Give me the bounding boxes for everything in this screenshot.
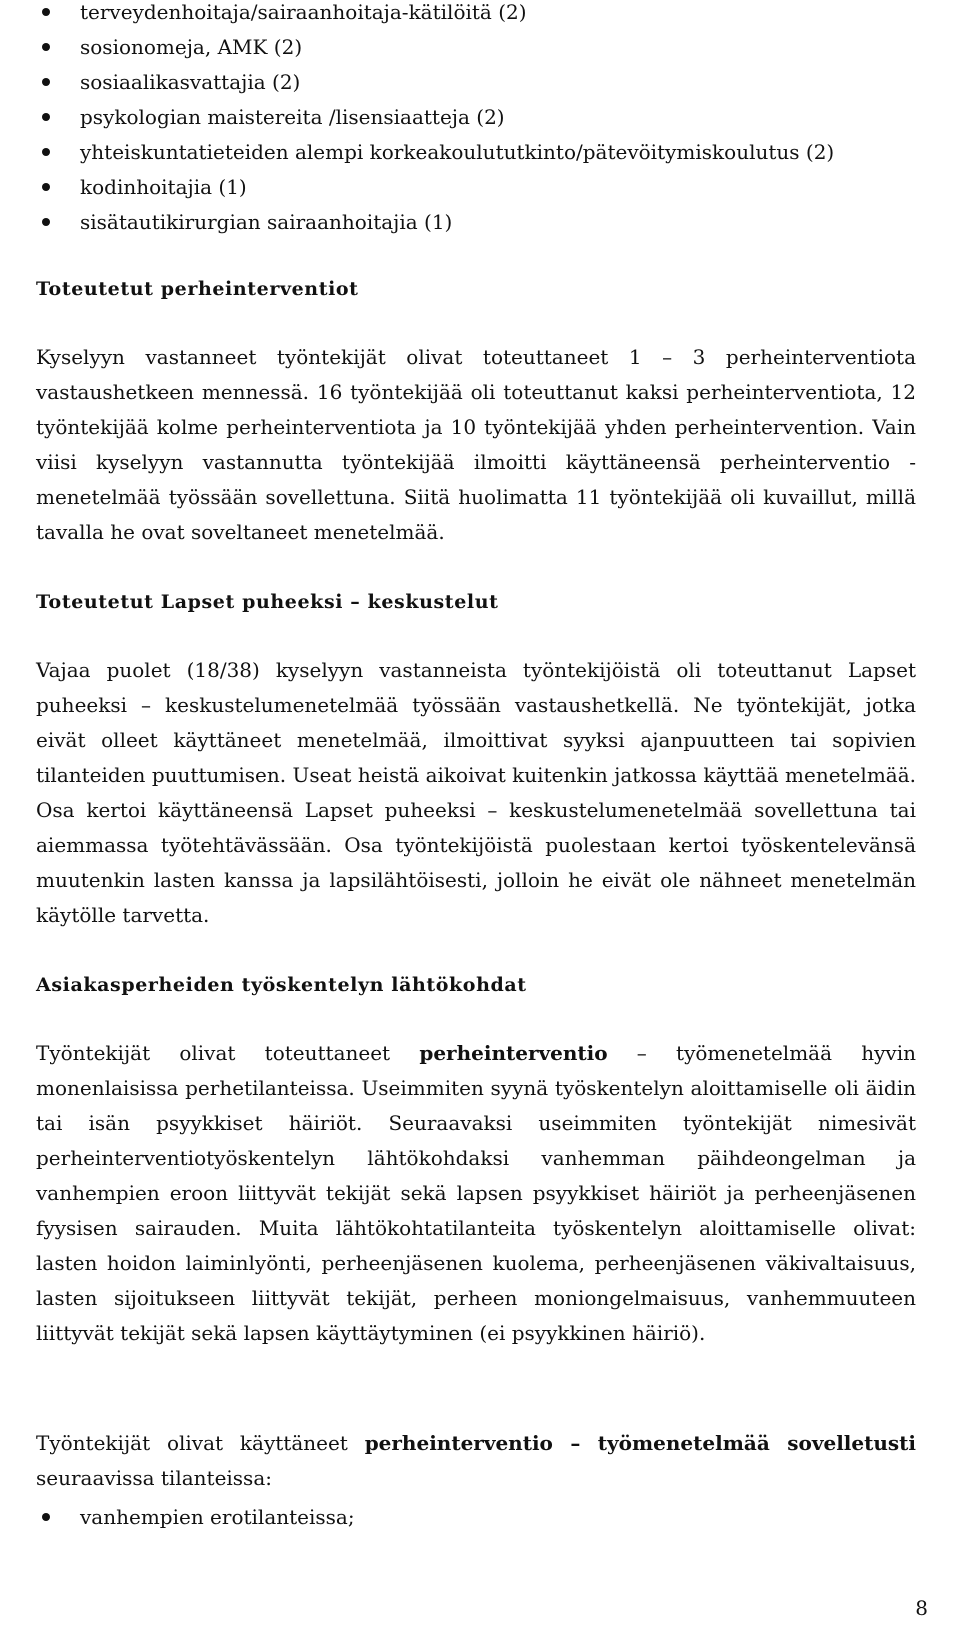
bold-term: perheinterventio (419, 1041, 608, 1065)
section-paragraph (36, 340, 916, 550)
section-paragraph (36, 653, 916, 933)
list-item: sosionomeja, AMK (2) (36, 30, 916, 65)
text-run: seuraavissa tilanteissa: (36, 1466, 272, 1490)
paragraph-text (36, 1426, 916, 1496)
text-run: Työntekijät olivat toteuttaneet (36, 1041, 420, 1065)
paragraph-text: Vajaa puolet (18/38) kyselyyn vastanneista työntekijöistä oli toteuttanut Lapset puheeksi – keskustelumenetelmää työssään vastaushetkellä. Ne työntekijät, jotka eivät olleet käyttäneet menetelmää, ilmoittivat syyksi ajanpuutteen tai sopivien tilanteiden puuttumisen. Useat heistä aikoivat kuitenkin jatkossa käyttää menetelmää. Osa kertoi käyttäneensä Lapset puheeksi – keskustelumenetelmää sovellettuna tai aiemmassa työtehtävässään. Osa työntekijöistä puolestaan kertoi työskentelevänsä muutenkin lasten kanssa ja lapsilähtöisesti, jolloin he eivät ole nähneet menetelmän käytölle tarvetta. (36, 658, 916, 927)
page-number: 8 (915, 1596, 928, 1620)
list-item: yhteiskuntatieteiden alempi korkeakoulututkinto/pätevöitymiskoulutus (2) (36, 135, 916, 170)
list-item: sosiaalikasvattajia (2) (36, 65, 916, 100)
occupation-list (36, 0, 916, 240)
situation-list (36, 1500, 916, 1535)
bold-term: perheinterventio – työmenetelmää sovelletusti (364, 1431, 916, 1455)
top-list-block (36, 0, 916, 240)
section-heading: Asiakasperheiden työskentelyn lähtökohdat (36, 974, 527, 996)
paragraph-text (36, 1036, 916, 1351)
list-item: psykologian maistereita /lisensiaatteja (2) (36, 100, 916, 135)
text-run: Työntekijät olivat käyttäneet (36, 1431, 365, 1455)
list-item: terveydenhoitaja/sairaanhoitaja-kätilöitä (2) (36, 0, 916, 30)
list-item: vanhempien erotilanteissa; (36, 1500, 916, 1535)
paragraph-text: Kyselyyn vastanneet työntekijät olivat toteuttaneet 1 – 3 perheinterventiota vastaushetkeen mennessä. 16 työntekijää oli toteuttanut kaksi perheinterventiota, 12 työntekijää kolme perheinterventiota ja 10 työntekijää yhden perheintervention. Vain viisi kyselyyn vastannutta työntekijää ilmoitti käyttäneensä perheinterventio - menetelmää työssään sovellettuna. Siitä huolimatta 11 työntekijää oli kuvaillut, millä tavalla he ovat soveltaneet menetelmää. (36, 345, 916, 544)
section-heading: Toteutetut Lapset puheeksi – keskustelut (36, 591, 499, 613)
section-paragraph (36, 1036, 916, 1351)
section-paragraph (36, 1426, 916, 1535)
text-run: – työmenetelmää hyvin monenlaisissa perhetilanteissa. Useimmiten syynä työskentelyn aloittamiselle oli äidin tai isän psyykkiset häiriöt. Seuraavaksi useimmiten työntekijät nimesivät perheinterventiotyöskentelyn lähtökohdaksi vanhemman päihdeongelman ja vanhempien eroon liittyvät tekijät sekä lapsen psyykkiset häiriöt ja perheenjäsenen fyysisen sairauden. Muita lähtökohtatilanteita työskentelyn aloittamiselle olivat: lasten hoidon laiminlyönti, perheenjäsenen kuolema, perheenjäsenen väkivaltaisuus, lasten sijoitukseen liittyvät tekijät, perheen moniongelmaisuus, vanhemmuuteen liittyvät tekijät sekä lapsen käyttäytyminen (ei psyykkinen häiriö). (36, 1041, 917, 1345)
list-item: kodinhoitajia (1) (36, 170, 916, 205)
section-heading: Toteutetut perheinterventiot (36, 278, 359, 300)
list-item: sisätautikirurgian sairaanhoitajia (1) (36, 205, 916, 240)
